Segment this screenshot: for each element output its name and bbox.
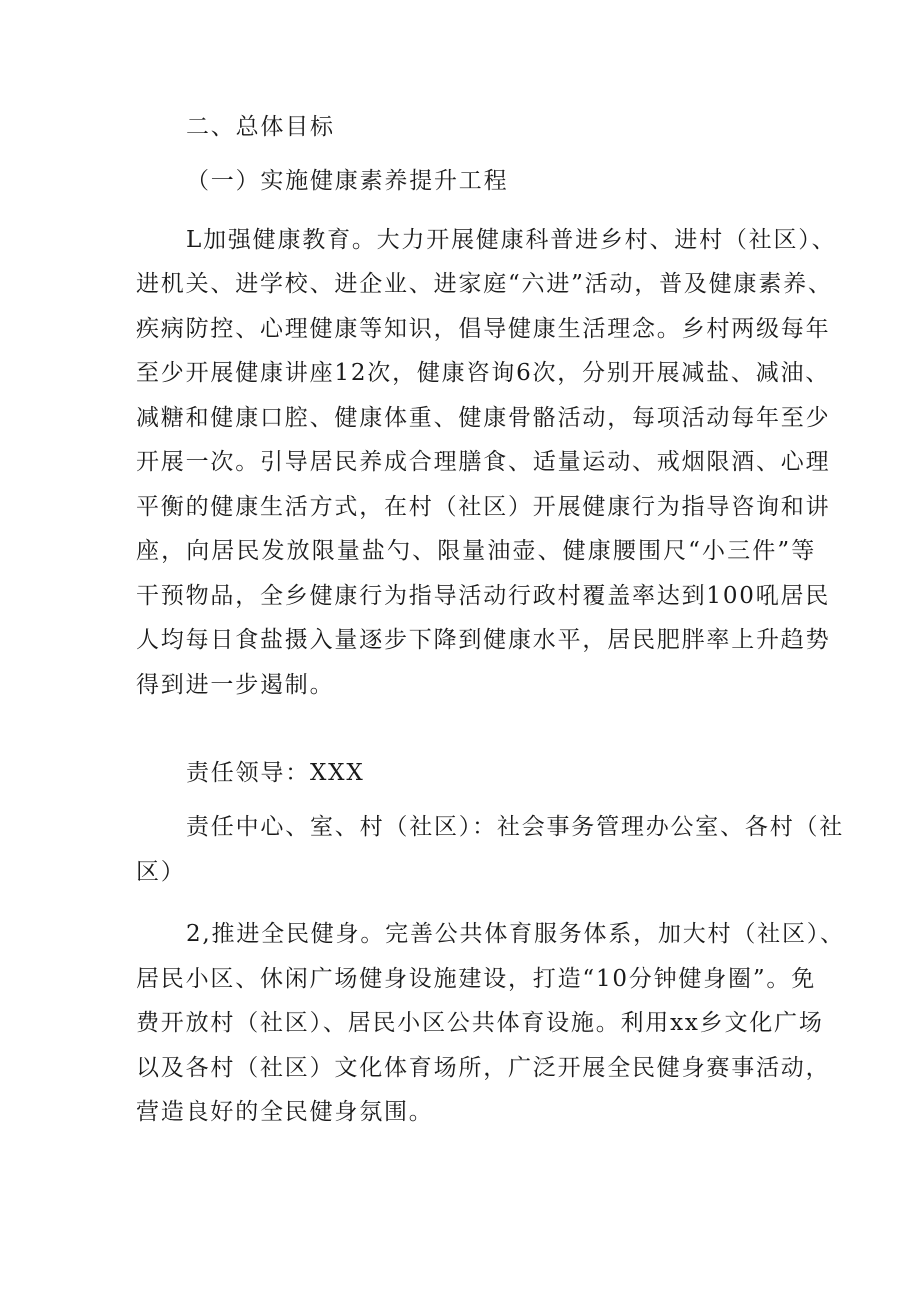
paragraph-line: 人均每日食盐摄入量逐步下降到健康水平，居民肥胖率上升趋势 [136,627,831,653]
paragraph-line: 座，向居民发放限量盐勺、限量油壶、健康腰围尺“小三件”等 [136,538,816,564]
paragraph-line: 进机关、进学校、进企业、进家庭“六进”活动，普及健康素养、 [136,271,833,297]
paragraph-line: 干预物品，全乡健康行为指导活动行政村覆盖率达到100吼居民 [136,583,831,609]
paragraph-line: 至少开展健康讲座12次，健康咨询6次，分别开展减盐、减油、 [136,360,831,386]
responsible-leader: 责任领导：XXX [186,760,365,786]
paragraph-line: 费开放村（社区）、居民小区公共体育设施。利用xx乡文化广场 [136,1010,824,1036]
section-heading: 二、总体目标 [186,114,335,140]
subsection-heading: （一）实施健康素养提升工程 [186,168,509,194]
paragraph-line: 居民小区、休闲广场健身设施建设，打造“10分钟健身圈”。免 [136,966,816,992]
paragraph-line: 责任中心、室、村（社区）：社会事务管理办公室、各村（社 [186,814,845,840]
paragraph-line: 减糖和健康口腔、健康体重、健康骨骼活动，每项活动每年至少 [136,405,831,431]
paragraph-line: 营造良好的全民健身氛围。 [136,1099,434,1125]
paragraph-line: 疾病防控、心理健康等知识，倡导健康生活理念。乡村两级每年 [136,316,831,342]
paragraph-line: 以及各村（社区）文化体育场所，广泛开展全民健身赛事活动， [136,1055,831,1081]
paragraph-line: 得到进一步遏制。 [136,672,335,698]
paragraph-line: 平衡的健康生活方式，在村（社区）开展健康行为指导咨询和讲 [136,494,831,520]
paragraph-line: L加强健康教育。大力开展健康科普进乡村、进村（社区）、 [186,227,837,253]
paragraph-line: 开展一次。引导居民养成合理膳食、适量运动、戒烟限酒、心理 [136,449,831,475]
paragraph-line: 2,推进全民健身。完善公共体育服务体系，加大村（社区）、 [186,921,845,947]
paragraph-line: 区） [136,859,186,885]
